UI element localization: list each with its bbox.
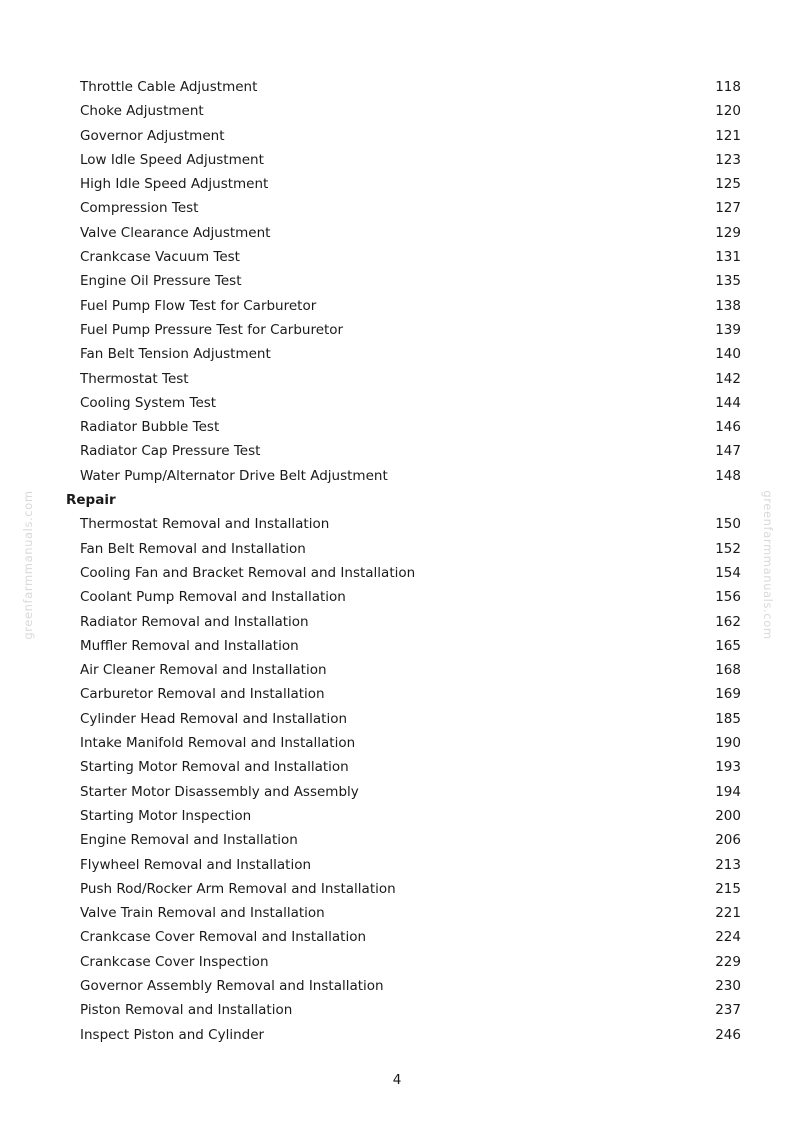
toc-entry[interactable]: [0, 196, 794, 220]
toc-entry[interactable]: [0, 804, 794, 828]
toc-entry-title: Inspect Piston and Cylinder: [80, 1026, 265, 1043]
toc-entry-title: Throttle Cable Adjustment: [80, 79, 258, 95]
toc-entry[interactable]: [0, 877, 794, 901]
toc-entry-title: Radiator Cap Pressure Test: [80, 443, 261, 460]
toc-entry-page: 118: [715, 79, 741, 95]
toc-entry[interactable]: [0, 294, 794, 318]
toc-entry-title: Fan Belt Tension Adjustment: [80, 346, 271, 363]
toc-entry[interactable]: [0, 415, 794, 439]
toc-entry[interactable]: [0, 853, 794, 877]
toc-entry-title: Muffler Removal and Installation: [80, 637, 299, 654]
toc-entry[interactable]: [0, 950, 794, 974]
page-number: 4: [392, 1072, 402, 1088]
toc-entry-page: 150: [715, 516, 741, 533]
toc-section-title: Repair: [66, 492, 116, 509]
toc-entry-page: 213: [715, 856, 741, 873]
toc-entry[interactable]: [0, 464, 794, 488]
toc-section-heading: [0, 488, 794, 512]
toc-entry-title: Thermostat Removal and Installation: [80, 516, 330, 533]
toc-entry-title: Fuel Pump Pressure Test for Carburetor: [80, 321, 344, 338]
toc-entry[interactable]: [0, 537, 794, 561]
toc-entry-page: 147: [715, 443, 741, 460]
toc-entry-title: Starter Motor Disassembly and Assembly: [80, 783, 359, 800]
toc-entry[interactable]: [0, 99, 794, 123]
toc-entry-page: 168: [715, 662, 741, 679]
toc-entry-title: Engine Oil Pressure Test: [80, 273, 242, 290]
toc-entry-page: 131: [715, 249, 741, 266]
toc-entry[interactable]: [0, 124, 794, 148]
toc-entry-title: Cooling System Test: [80, 394, 217, 411]
toc-entry-title: Push Rod/Rocker Arm Removal and Installation: [80, 880, 396, 897]
toc-entry-page: 165: [715, 637, 741, 654]
toc-entry-title: Governor Assembly Removal and Installation: [80, 977, 384, 994]
toc-entry-page: 185: [715, 710, 741, 727]
toc-entry[interactable]: [0, 998, 794, 1022]
toc-entry-title: Intake Manifold Removal and Installation: [80, 735, 356, 752]
toc-entry-page: 246: [715, 1026, 741, 1043]
toc-entry-page: 154: [715, 564, 741, 581]
toc-entry-title: Crankcase Cover Inspection: [80, 953, 269, 970]
toc-entry[interactable]: [0, 585, 794, 609]
toc-entry-page: 146: [715, 419, 741, 436]
toc-entry[interactable]: [0, 245, 794, 269]
toc-entry-title: Fuel Pump Flow Test for Carburetor: [80, 297, 317, 314]
toc-entry-page: 190: [715, 735, 741, 752]
table-of-contents: [0, 75, 794, 1047]
toc-entry-title: Starting Motor Removal and Installation: [80, 759, 349, 776]
watermark-right-text: greenfarmmanuals.com: [761, 490, 775, 640]
toc-entry-title: Low Idle Speed Adjustment: [80, 151, 264, 168]
toc-entry-page: 169: [715, 686, 741, 703]
toc-entry[interactable]: [0, 439, 794, 463]
toc-entry-title: Air Cleaner Removal and Installation: [80, 662, 327, 679]
toc-entry-page: 230: [715, 977, 741, 994]
toc-entry-page: 215: [715, 880, 741, 897]
toc-entry-page: 138: [715, 297, 741, 314]
toc-entry-page: 237: [715, 1002, 741, 1019]
toc-entry-page: 156: [715, 589, 741, 606]
toc-entry[interactable]: [0, 318, 794, 342]
toc-entry-page: 125: [715, 176, 741, 193]
toc-entry[interactable]: [0, 367, 794, 391]
toc-entry-title: Coolant Pump Removal and Installation: [80, 589, 346, 606]
toc-entry[interactable]: [0, 707, 794, 731]
toc-entry[interactable]: [0, 148, 794, 172]
toc-entry-page: 148: [715, 467, 741, 484]
toc-entry[interactable]: [0, 925, 794, 949]
toc-entry-page: 127: [715, 200, 741, 217]
toc-entry[interactable]: [0, 269, 794, 293]
toc-entry-page: 162: [715, 613, 741, 630]
toc-entry-title: Cooling Fan and Bracket Removal and Installation: [80, 564, 416, 581]
toc-entry[interactable]: [0, 512, 794, 536]
toc-entry-title: High Idle Speed Adjustment: [80, 176, 269, 193]
toc-entry-title: Crankcase Cover Removal and Installation: [80, 929, 367, 946]
toc-entry[interactable]: [0, 610, 794, 634]
toc-entry-page: 206: [715, 832, 741, 849]
toc-entry-title: Flywheel Removal and Installation: [80, 856, 312, 873]
toc-entry-page: 229: [715, 953, 741, 970]
toc-entry-page: 121: [715, 127, 741, 144]
toc-entry-page: 129: [715, 224, 741, 241]
toc-entry-page: 152: [715, 540, 741, 557]
toc-entry-title: Cylinder Head Removal and Installation: [80, 710, 348, 727]
toc-entry[interactable]: [0, 634, 794, 658]
toc-entry-title: Radiator Removal and Installation: [80, 613, 309, 630]
toc-entry-title: Governor Adjustment: [80, 127, 225, 144]
toc-entry[interactable]: [0, 342, 794, 366]
toc-entry-title: Starting Motor Inspection: [80, 807, 252, 824]
toc-entry[interactable]: [0, 755, 794, 779]
toc-entry[interactable]: [0, 828, 794, 852]
toc-entry-title: Fan Belt Removal and Installation: [80, 540, 306, 557]
toc-entry[interactable]: [0, 780, 794, 804]
toc-entry-page: 123: [715, 151, 741, 168]
toc-entry-page: 140: [715, 346, 741, 363]
toc-entry-title: Piston Removal and Installation: [80, 1002, 293, 1019]
toc-entry-title: Thermostat Test: [80, 370, 189, 387]
toc-entry[interactable]: [0, 901, 794, 925]
toc-entry-title: Valve Train Removal and Installation: [80, 905, 325, 922]
toc-entry-title: Compression Test: [80, 200, 199, 217]
toc-entry-page: 142: [715, 370, 741, 387]
toc-entry-title: Choke Adjustment: [80, 103, 204, 120]
toc-entry[interactable]: [0, 561, 794, 585]
toc-entry-page: 120: [715, 103, 741, 120]
toc-entry-page: 221: [715, 905, 741, 922]
toc-entry-title: Water Pump/Alternator Drive Belt Adjustment: [80, 467, 388, 484]
toc-entry[interactable]: [0, 682, 794, 706]
toc-entry[interactable]: [0, 172, 794, 196]
toc-entry-title: Carburetor Removal and Installation: [80, 686, 325, 703]
toc-entry-title: Crankcase Vacuum Test: [80, 249, 240, 266]
toc-entry-page: 193: [715, 759, 741, 776]
toc-entry[interactable]: [0, 731, 794, 755]
toc-entry-title: Radiator Bubble Test: [80, 419, 220, 436]
toc-entry[interactable]: [0, 75, 794, 99]
toc-entry-page: 200: [715, 807, 741, 824]
toc-entry-page: 144: [715, 394, 741, 411]
toc-entry[interactable]: [0, 974, 794, 998]
toc-entry[interactable]: [0, 658, 794, 682]
toc-entry-title: Engine Removal and Installation: [80, 832, 298, 849]
toc-entry[interactable]: [0, 221, 794, 245]
watermark-left-text: greenfarmmanuals.com: [21, 490, 35, 640]
toc-entry-page: 139: [715, 321, 741, 338]
toc-entry-page: 224: [715, 929, 741, 946]
toc-entry-title: Valve Clearance Adjustment: [80, 224, 271, 241]
toc-entry[interactable]: [0, 391, 794, 415]
toc-entry-page: 194: [715, 783, 741, 800]
toc-entry-page: 135: [715, 273, 741, 290]
toc-entry[interactable]: [0, 1023, 794, 1047]
